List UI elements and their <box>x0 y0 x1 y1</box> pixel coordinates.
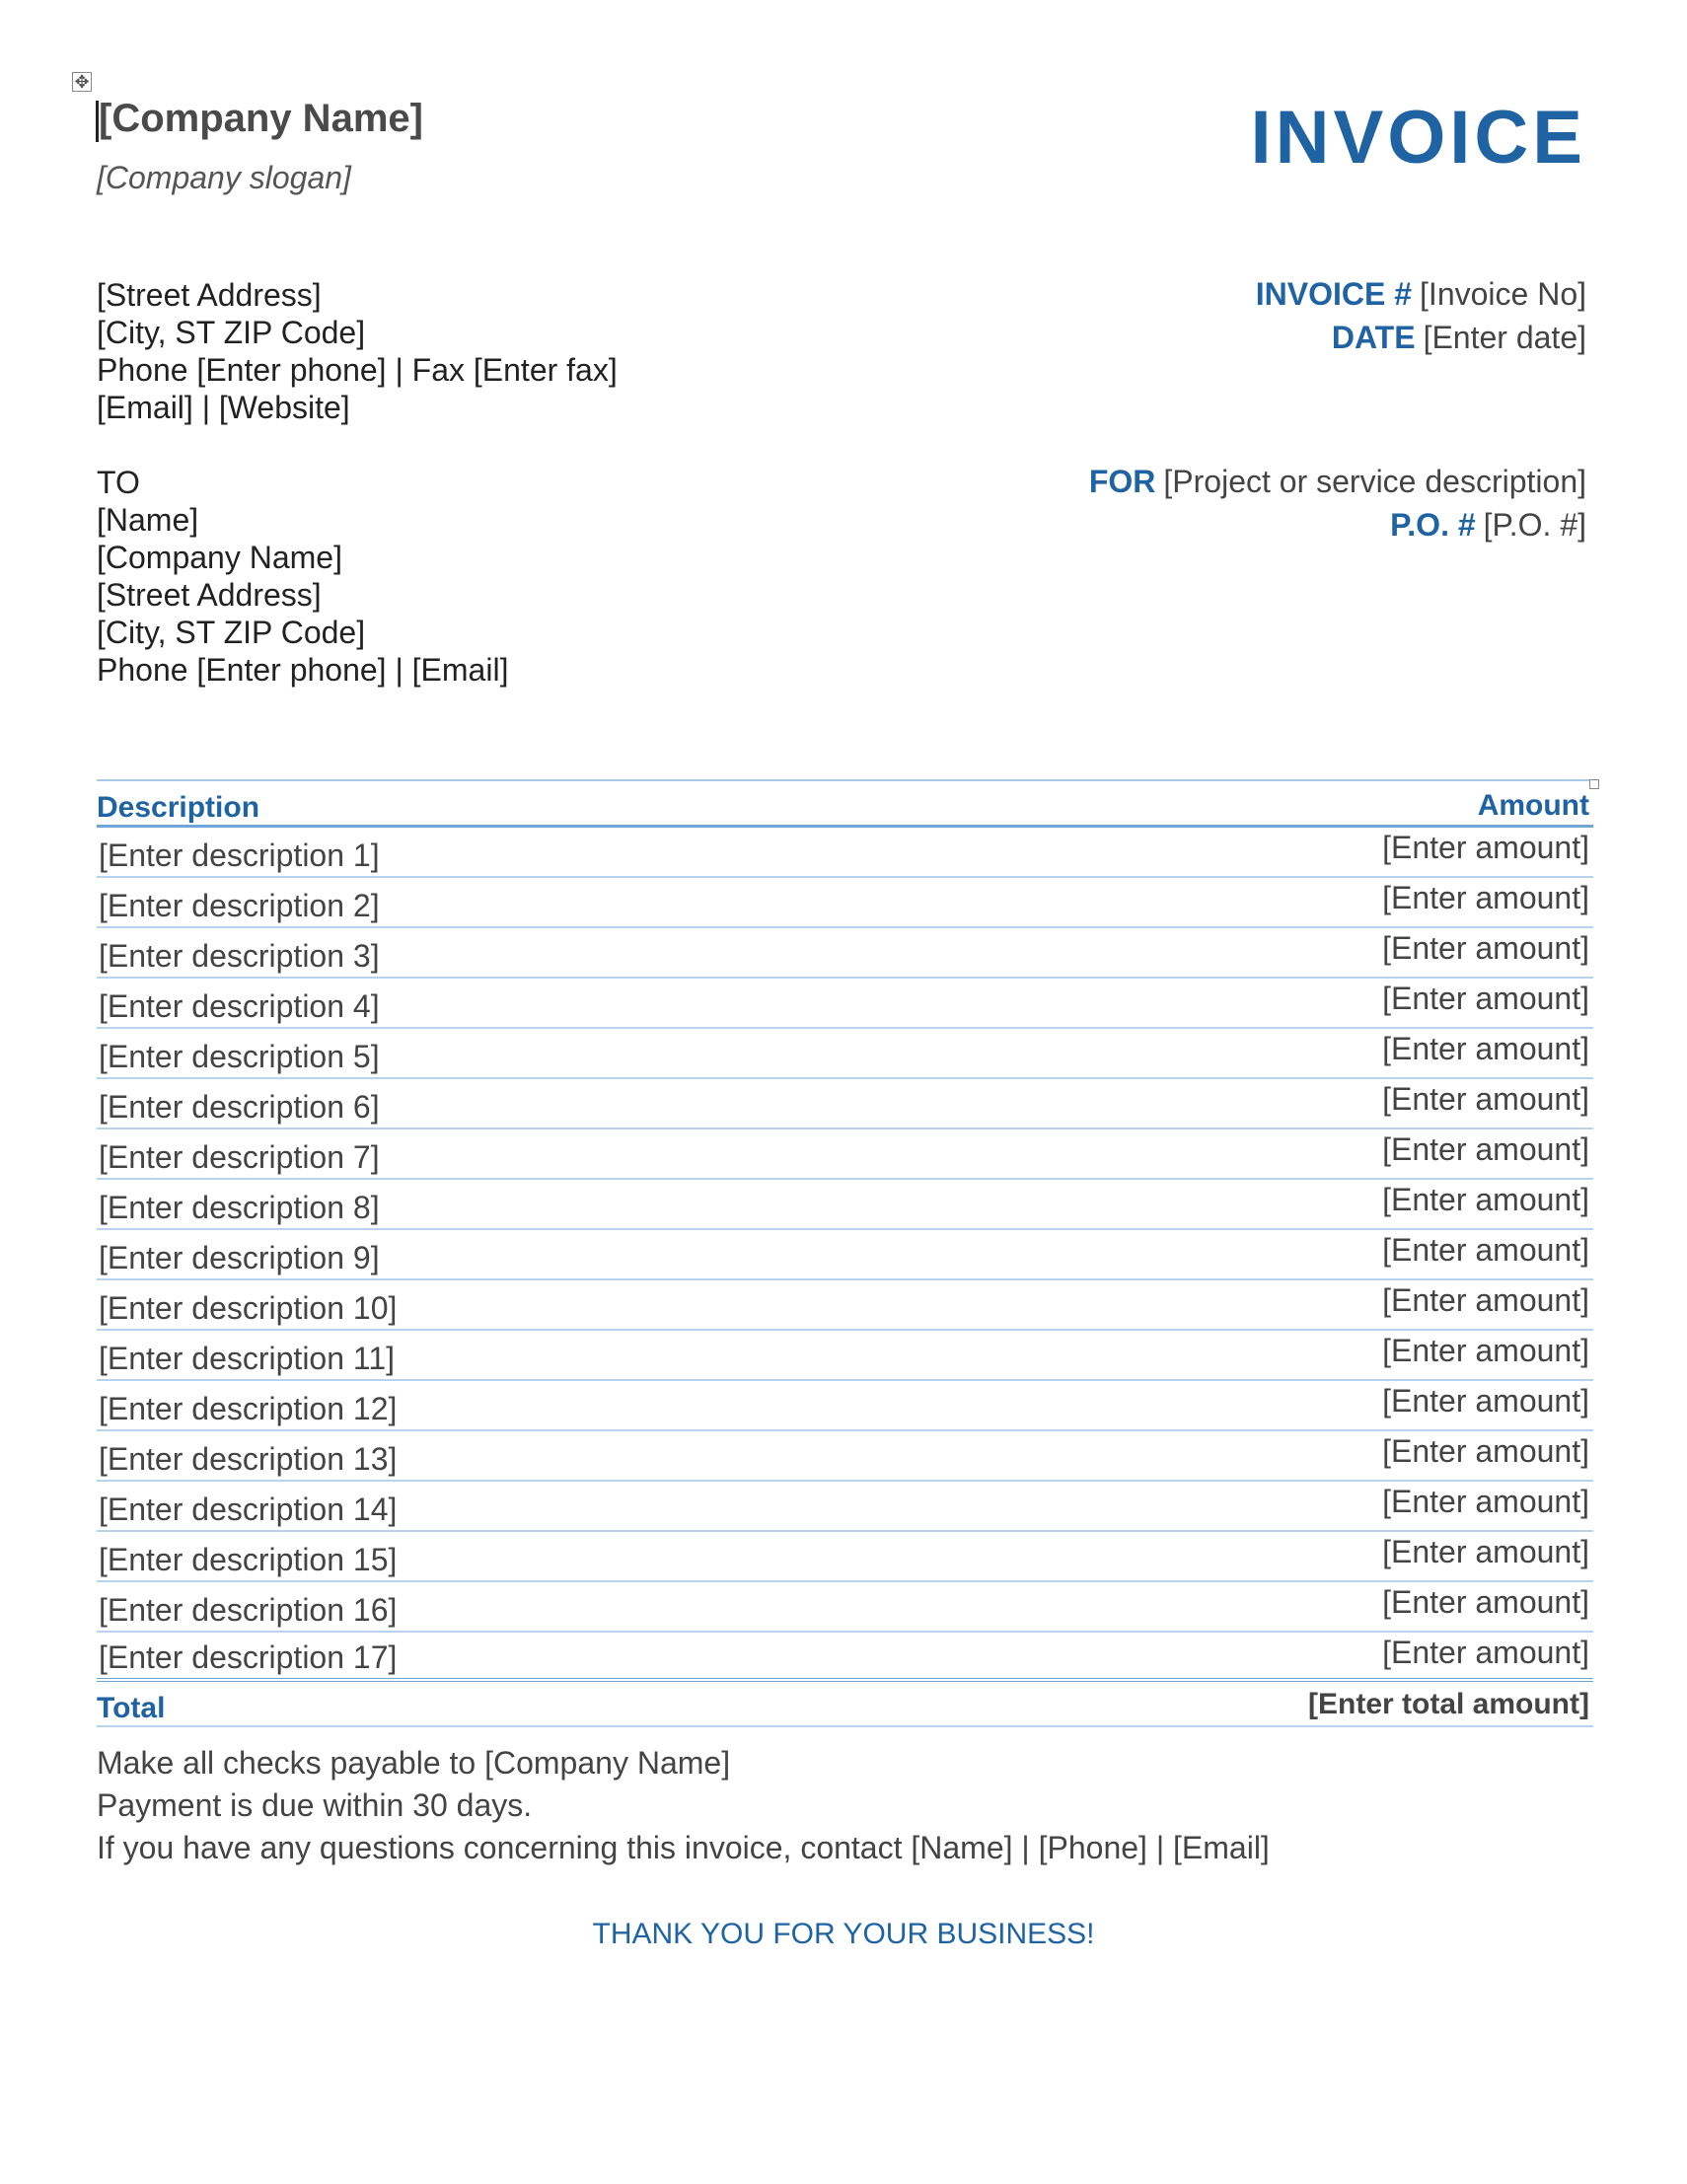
payment-notes <box>97 1742 1270 1869</box>
checks-payable-note[interactable]: Make all checks payable to [Company Name] <box>97 1745 731 1781</box>
table-row <box>97 1381 1593 1431</box>
for-value[interactable]: [Project or service description] <box>1163 464 1586 499</box>
table-row <box>97 1129 1593 1180</box>
table-body <box>97 828 1593 1682</box>
po-number <box>1390 507 1586 544</box>
row-description[interactable]: [Enter description 8] <box>99 1190 380 1225</box>
row-description[interactable]: [Enter description 6] <box>99 1089 380 1125</box>
total-amount[interactable]: [Enter total amount] <box>1308 1688 1589 1720</box>
table-row <box>97 979 1593 1029</box>
sender-phone-fax[interactable]: Phone [Enter phone] | Fax [Enter fax] <box>97 352 618 388</box>
thank-you-message: THANK YOU FOR YOUR BUSINESS! <box>592 1918 1095 1950</box>
for-label: FOR <box>1088 464 1156 499</box>
total-label: Total <box>97 1692 166 1724</box>
column-header-amount: Amount <box>1477 789 1589 822</box>
row-amount[interactable]: [Enter amount] <box>1382 1383 1589 1419</box>
row-description[interactable]: [Enter description 16] <box>99 1592 398 1628</box>
invoice-number-label: INVOICE # <box>1255 276 1413 312</box>
row-amount[interactable]: [Enter amount] <box>1382 930 1589 966</box>
row-description[interactable]: [Enter description 2] <box>99 888 380 923</box>
invoice-number <box>1256 276 1586 313</box>
sender-city[interactable]: [City, ST ZIP Code] <box>97 315 366 350</box>
recipient-block <box>97 464 508 689</box>
table-move-handle-icon[interactable]: ✥ <box>72 72 92 92</box>
row-amount[interactable]: [Enter amount] <box>1382 1182 1589 1217</box>
table-row <box>97 1331 1593 1381</box>
sender-street[interactable]: [Street Address] <box>97 277 322 313</box>
recipient-phone-email[interactable]: Phone [Enter phone] | [Email] <box>97 652 509 688</box>
table-row <box>97 1079 1593 1129</box>
row-amount[interactable]: [Enter amount] <box>1382 1031 1589 1066</box>
row-description[interactable]: [Enter description 12] <box>99 1391 398 1426</box>
recipient-street[interactable]: [Street Address] <box>97 577 322 613</box>
table-row <box>97 1431 1593 1482</box>
row-amount[interactable]: [Enter amount] <box>1382 1333 1589 1368</box>
row-description[interactable]: [Enter description 13] <box>99 1441 398 1477</box>
table-row <box>97 828 1593 878</box>
row-amount[interactable]: [Enter amount] <box>1382 1635 1589 1670</box>
row-amount[interactable]: [Enter amount] <box>1382 981 1589 1016</box>
sender-email-website[interactable]: [Email] | [Website] <box>97 390 350 425</box>
po-value[interactable]: [P.O. #] <box>1483 507 1586 543</box>
recipient-city[interactable]: [City, ST ZIP Code] <box>97 615 366 650</box>
column-header-description: Description <box>97 791 260 824</box>
table-row <box>97 1582 1593 1633</box>
row-amount[interactable]: [Enter amount] <box>1382 830 1589 865</box>
table-resize-handle-icon[interactable] <box>1589 779 1599 789</box>
table-row <box>97 1029 1593 1079</box>
date-label: DATE <box>1331 320 1416 355</box>
row-description[interactable]: [Enter description 3] <box>99 938 380 974</box>
payment-due-note[interactable]: Payment is due within 30 days. <box>97 1787 533 1823</box>
recipient-company[interactable]: [Company Name] <box>97 540 342 575</box>
row-amount[interactable]: [Enter amount] <box>1382 1232 1589 1268</box>
row-description[interactable]: [Enter description 17] <box>99 1639 398 1675</box>
row-amount[interactable]: [Enter amount] <box>1382 1484 1589 1519</box>
invoice-number-value[interactable]: [Invoice No] <box>1420 276 1586 312</box>
recipient-name[interactable]: [Name] <box>97 502 199 538</box>
row-description[interactable]: [Enter description 11] <box>99 1341 396 1376</box>
line-items-table <box>97 779 1593 1727</box>
company-name[interactable]: [Company Name] <box>99 97 423 140</box>
table-row <box>97 878 1593 928</box>
company-slogan[interactable]: [Company slogan] <box>97 160 351 195</box>
table-row <box>97 1230 1593 1280</box>
row-description[interactable]: [Enter description 14] <box>99 1492 398 1527</box>
table-row <box>97 1532 1593 1582</box>
project-for <box>1089 464 1586 500</box>
row-description[interactable]: [Enter description 9] <box>99 1240 380 1275</box>
row-amount[interactable]: [Enter amount] <box>1382 1534 1589 1569</box>
sender-address <box>97 276 618 426</box>
row-amount[interactable]: [Enter amount] <box>1382 1081 1589 1117</box>
total-row <box>97 1682 1593 1727</box>
row-description[interactable]: [Enter description 7] <box>99 1139 380 1175</box>
row-amount[interactable]: [Enter amount] <box>1382 1131 1589 1167</box>
row-amount[interactable]: [Enter amount] <box>1382 1282 1589 1318</box>
table-row <box>97 1633 1593 1682</box>
table-row <box>97 1482 1593 1532</box>
row-amount[interactable]: [Enter amount] <box>1382 880 1589 915</box>
invoice-date <box>1332 320 1586 356</box>
date-value[interactable]: [Enter date] <box>1423 320 1586 355</box>
table-row <box>97 1280 1593 1331</box>
row-description[interactable]: [Enter description 15] <box>99 1542 398 1577</box>
row-description[interactable]: [Enter description 4] <box>99 988 380 1024</box>
table-header <box>97 781 1593 828</box>
po-label: P.O. # <box>1390 507 1476 543</box>
invoice-title: INVOICE <box>1250 96 1586 180</box>
table-row <box>97 928 1593 979</box>
row-amount[interactable]: [Enter amount] <box>1382 1433 1589 1469</box>
row-description[interactable]: [Enter description 5] <box>99 1039 380 1074</box>
row-description[interactable]: [Enter description 1] <box>99 837 380 873</box>
to-label: TO <box>97 465 140 500</box>
row-amount[interactable]: [Enter amount] <box>1382 1584 1589 1620</box>
contact-note[interactable]: If you have any questions concerning this invoice, contact [Name] | [Phone] | [Email] <box>97 1830 1270 1865</box>
table-row <box>97 1180 1593 1230</box>
row-description[interactable]: [Enter description 10] <box>99 1290 398 1326</box>
